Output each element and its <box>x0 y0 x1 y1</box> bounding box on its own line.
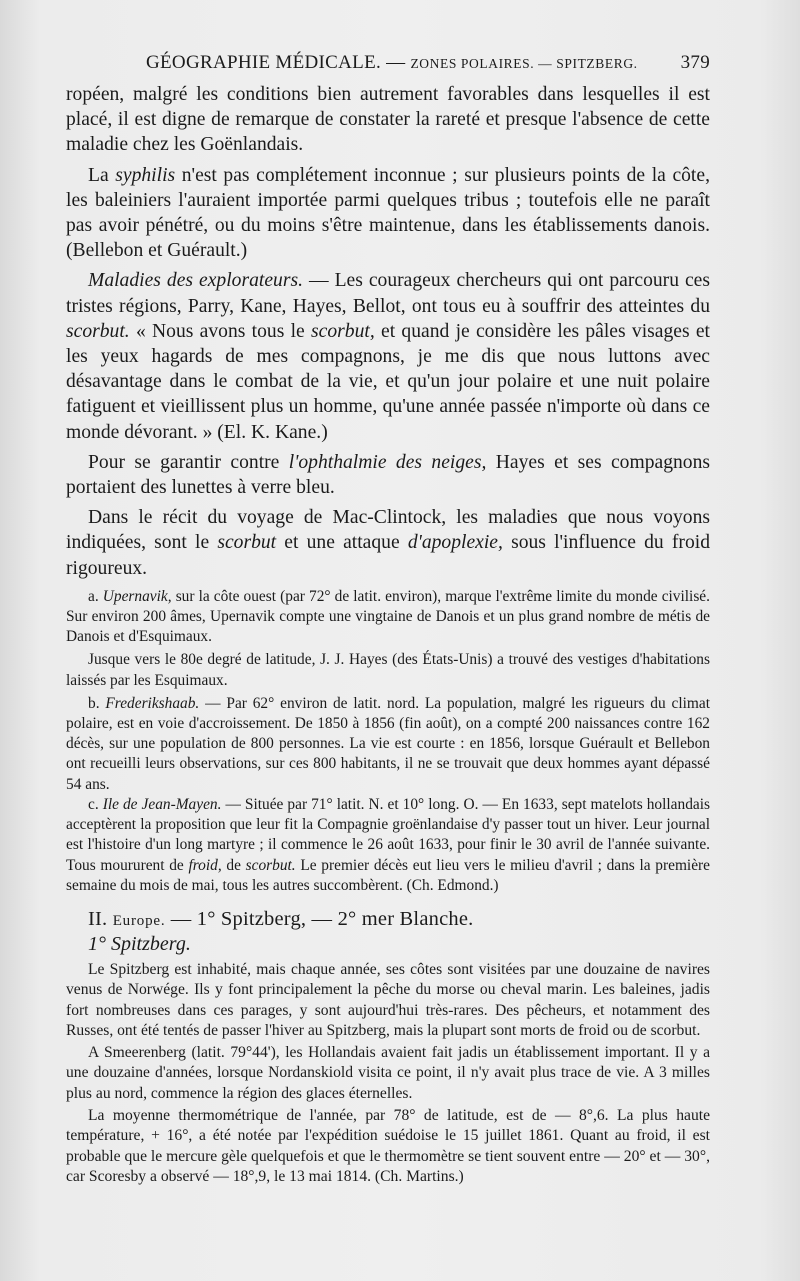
emphasis: Maladies des explorateurs. <box>88 270 303 292</box>
text-run: — Les courageux chercheurs qui ont parcouru ces tristes régions, Parry, Kane, Hayes, Bellot, ont tous eu à souffrir des atteintes du <box>66 270 711 317</box>
paragraph-1: ropéen, malgré les conditions bien autrement favorables dans lesquelles il est placé, il est digne de remarque de constater la rareté et presque l'absence de cette maladie chez les Goënlandais. <box>66 84 710 156</box>
running-header <box>66 52 710 74</box>
header-title <box>146 52 638 74</box>
footnote-label: b. <box>88 694 106 712</box>
header-title-mid: ZONES POLAIRES. — SPITZBERG. <box>410 56 638 71</box>
paragraph-explorers <box>66 268 710 444</box>
paragraph-mac-clintock <box>66 505 710 581</box>
emphasis: scorbut <box>217 532 277 554</box>
text-run: de <box>221 856 246 874</box>
subsection-heading: 1° Spitzberg. <box>88 932 191 955</box>
paragraph-ophthalmia <box>66 450 710 500</box>
text-run: « Nous avons tous le <box>129 320 312 342</box>
emphasis: Upernavik, <box>102 587 172 605</box>
footnotes <box>66 587 710 896</box>
section-number: II. <box>88 907 113 930</box>
emphasis: froid, <box>188 856 222 874</box>
text-run: Le premier décès eut lieu vers le milieu d'avril ; dans la première semaine du mois de mai, tous les autres succombèrent. (Ch. Edmond.) <box>66 856 710 894</box>
footnote-c <box>66 795 710 896</box>
section-subjects: — 1° Spitzberg, — 2° mer Blanche. <box>165 907 474 930</box>
footnote-b <box>66 694 710 795</box>
emphasis: scorbut. <box>66 320 130 342</box>
main-text <box>66 82 710 581</box>
paragraph-spitzberg-1: Le Spitzberg est inhabité, mais chaque année, ses côtes sont visitées par une douzaine de navires venus de Norwége. Ils y font principalement la pêche du morse ou cheval marin. Les baleines, jadis fort nombreuses dans ces parages, y sont aujourd'hui très-rares. Des pêcheurs, et notamment des Russes, ont été tentés de passer l'hiver au Spitzberg, mais la plupart sont morts de froid ou de scorbut. <box>66 960 710 1039</box>
text-run: et une attaque <box>276 532 408 554</box>
page-number: 379 <box>680 52 710 73</box>
emphasis: syphilis <box>115 164 176 186</box>
footnote-label: c. <box>88 795 103 813</box>
spitzberg-text <box>66 960 710 1187</box>
emphasis: scorbut. <box>245 856 296 874</box>
paragraph-syphilis <box>66 163 710 264</box>
text-run: — Par 62° environ de latit. nord. La population, malgré les rigueurs du climat polaire, est en voie d'accroissement. De 1850 à 1856 (fin août), on a compté 200 naissances contre 162 décès, sur une population de 800 personnes. La vie est courte : en 1856, lorsque Guérault et Bellebon ont recueilli leurs observations, sur ces 800 habitants, il ne se trouvait que deux hommes ayant dépassé 54 ans. <box>66 694 710 793</box>
section-heading <box>88 908 710 931</box>
header-title-left: GÉOGRAPHIE MÉDICALE. — <box>146 52 406 73</box>
emphasis: Ile de Jean-Mayen. <box>102 795 222 813</box>
text-run: La <box>88 164 116 186</box>
footnote-a-continued: Jusque vers le 80e degré de latitude, J. J. Hayes (des États-Unis) a trouvé des vestiges d'habitations laissés par les Esquimaux. <box>66 651 710 689</box>
text-run: sous l'influence du froid rigoureux. <box>66 532 710 579</box>
section-region: Europe. <box>112 912 166 929</box>
emphasis: l'ophthalmie des neiges, <box>288 451 487 473</box>
paragraph-spitzberg-2: A Smeerenberg (latit. 79°44'), les Hollandais avaient fait jadis un établissement important. Il y a une douzaine d'années, lorsque Nordanskiold visita ce point, il n'y avait plus trace de vie. A 3 milles plus au nord, commence la région des glaces éternelles. <box>66 1044 710 1102</box>
text-run: Hayes et ses compagnons portaient des lunettes à verre bleu. <box>66 451 711 499</box>
text-run: Pour se garantir contre <box>88 451 289 473</box>
emphasis: Frederikshaab. <box>105 694 200 712</box>
text-run: Dans le récit du voyage de Mac-Clintock, les maladies que nous voyons indiquées, sont le <box>66 507 710 554</box>
text-run: sur la côte ouest (par 72° de latit. environ), marque l'extrême limite du monde civilisé. Sur environ 200 âmes, Upernavik compte une vingtaine de Danois et un plus grand nombre de métis de Danois et d'Esquimaux. <box>66 587 710 646</box>
footnote-a <box>66 587 710 648</box>
emphasis: scorbut, <box>311 320 375 342</box>
footnote-label: a. <box>88 587 103 605</box>
paragraph-spitzberg-3: La moyenne thermométrique de l'année, par 78° de latitude, est de — 8°,6. La plus haute température, + 16°, a été notée par l'expédition suédoise le 15 juillet 1861. Quant au froid, il est probable que le mercure gèle quelquefois et que le thermomètre se tient souvent entre — 20° et — 30°, car Scoresby a observé — 18°,9, le 13 mai 1814. (Ch. Martins.) <box>66 1106 710 1185</box>
text-run: et quand je considère les pâles visages et les yeux hagards de mes compagnons, je me dis que nous luttons avec désavantage dans le combat de la vie, et qu'un jour polaire et une nuit polaire fatiguent et vieillissent plus un homme, qu'une année passée n'importe où dans ce monde dévorant. » (El. K. Kane.) <box>66 320 711 443</box>
emphasis: d'apoplexie, <box>407 532 503 554</box>
text-run: — Située par 71° latit. N. et 10° long. O. — En 1633, sept matelots hollandais acceptèrent la proposition que leur fit la Compagnie groënlandaise d'y passer tout un hiver. Leur journal est l'histoire d'un long martyre ; il commence le 26 août 1633, pour finir le 30 avril de l'année suivante. Tous moururent de <box>66 795 710 874</box>
text-run: n'est pas complétement inconnue ; sur plusieurs points de la côte, les baleiniers l'auraient importée parmi quelques tribus ; toutefois elle ne paraît pas avoir pénétré, ou du moins s'être maintenue, dans les établissements danois. (Bellebon et Guérault.) <box>66 164 710 262</box>
